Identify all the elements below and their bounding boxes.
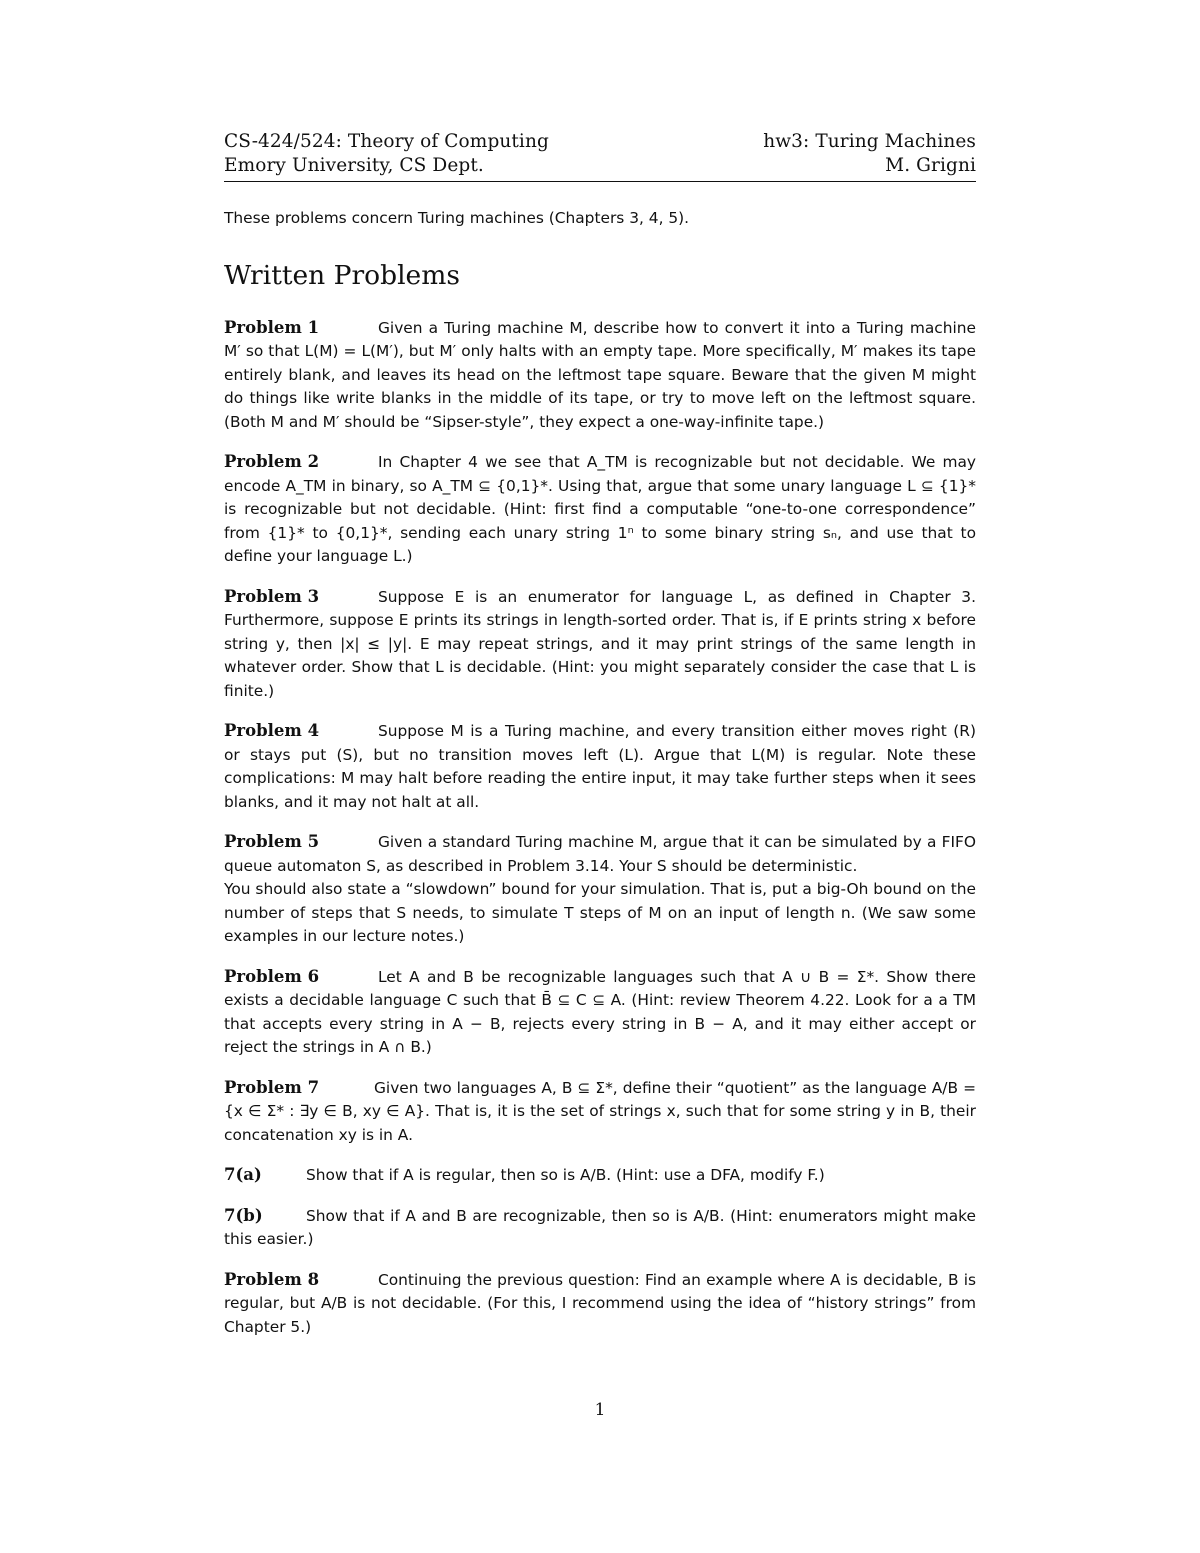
- header-row-2: [224, 154, 976, 178]
- problem-label: Problem 3: [224, 586, 320, 606]
- problem-label: 7(a): [224, 1165, 262, 1184]
- problem-text: Given two languages A, B ⊆ Σ*, define their “quotient” as the language A/B = {x ∈ Σ* : ∃y ∈ B, xy ∈ A}. That is, it is the set of strings x, such that for some string y in B, their concatenation xy is in A.: [224, 1078, 976, 1144]
- problem-label: Problem 6: [224, 966, 320, 986]
- problem-text: Show that if A is regular, then so is A/B. (Hint: use a DFA, modify F.): [306, 1166, 825, 1184]
- problem-text: Let A and B be recognizable languages such that A ∪ B = Σ*. Show there exists a decidable language C such that B̄ ⊆ C ⊆ A. (Hint: review Theorem 4.22. Look for a a TM that accepts every string in A − B, rejects every string in B − A, and it may either accept or reject the strings in A ∩ B.): [224, 967, 976, 1056]
- problem-6: [224, 965, 976, 1060]
- assignment-title: hw3: Turing Machines: [763, 131, 976, 152]
- problem-text: Given a standard Turing machine M, argue that it can be simulated by a FIFO queue automaton S, as described in Problem 3.14. Your S should be deterministic.: [224, 833, 976, 875]
- document-page: [224, 130, 976, 1339]
- problem-label: Problem 8: [224, 1269, 320, 1289]
- problem-7a: [224, 1163, 976, 1188]
- problem-label: Problem 4: [224, 721, 320, 740]
- problem-5: [224, 830, 976, 949]
- header-rule: [224, 181, 976, 182]
- problem-text-continued: You should also state a “slowdown” bound for your simulation. That is, put a big-Oh bound on the number of steps that S needs, to simulate T steps of M on an input of length n. (We saw some examples in our lecture notes.): [224, 880, 976, 945]
- problem-4: [224, 719, 976, 814]
- problem-label: 7(b): [224, 1205, 263, 1225]
- problem-3: [224, 585, 976, 704]
- problem-label: Problem 7: [224, 1077, 320, 1097]
- problem-7b: [224, 1204, 976, 1252]
- author: M. Grigni: [885, 155, 976, 176]
- problem-text: In Chapter 4 we see that A_TM is recognizable but not decidable. We may encode A_TM in binary, so A_TM ⊆ {0,1}*. Using that, argue that some unary language L ⊆ {1}* is recognizable but not decidable. (Hint: first find a computable “one-to-one correspondence” from {1}* to {0,1}*, sending each unary string 1ⁿ to some binary string sₙ, and use that to define your language L.): [224, 453, 976, 565]
- intro-text: These problems concern Turing machines (Chapters 3, 4, 5).: [224, 209, 690, 227]
- problem-text: Suppose E is an enumerator for language L, as defined in Chapter 3. Furthermore, suppose E prints its strings in length-sorted order. That is, if E prints string x before string y, then |x| ≤ |y|. E may repeat strings, and it may print strings of the same length in whatever order. Show that L is decidable. (Hint: you might separately consider the case that L is finite.): [224, 587, 976, 700]
- problem-text: Given a Turing machine M, describe how to convert it into a Turing machine M′ so that L(M) = L(M′), but M′ only halts with an empty tape. More specifically, M′ makes its tape entirely blank, and leaves its head on the leftmost tape square. Beware that the given M might do things like write blanks in the middle of its tape, or try to move left on the leftmost square. (Both M and M′ should be “Sipser-style”, they expect a one-way-infinite tape.): [224, 318, 976, 431]
- course-title: CS-424/524: Theory of Computing: [224, 131, 549, 152]
- problem-8: [224, 1268, 976, 1340]
- page-number: 1: [594, 1400, 606, 1420]
- problem-7: [224, 1076, 976, 1148]
- problem-text: Continuing the previous question: Find an example where A is decidable, B is regular, but A/B is not decidable. (For this, I recommend using the idea of “history strings” from Chapter 5.): [224, 1270, 976, 1336]
- problem-2: [224, 450, 976, 569]
- problem-text: Show that if A and B are recognizable, then so is A/B. (Hint: enumerators might make this easier.): [224, 1206, 976, 1248]
- section-title: Written Problems: [224, 259, 460, 291]
- institution: Emory University, CS Dept.: [224, 155, 484, 176]
- problem-text: Suppose M is a Turing machine, and every transition either moves right (R) or stays put (S), but no transition moves left (L). Argue that L(M) is regular. Note these complications: M may halt before reading the entire input, it may take further steps when it sees blanks, and it may not halt at all.: [224, 722, 976, 811]
- header-row-1: [224, 130, 976, 154]
- problem-label: Problem 2: [224, 452, 320, 471]
- problem-label: Problem 1: [224, 317, 320, 337]
- problem-label: Problem 5: [224, 832, 320, 851]
- problem-1: [224, 316, 976, 435]
